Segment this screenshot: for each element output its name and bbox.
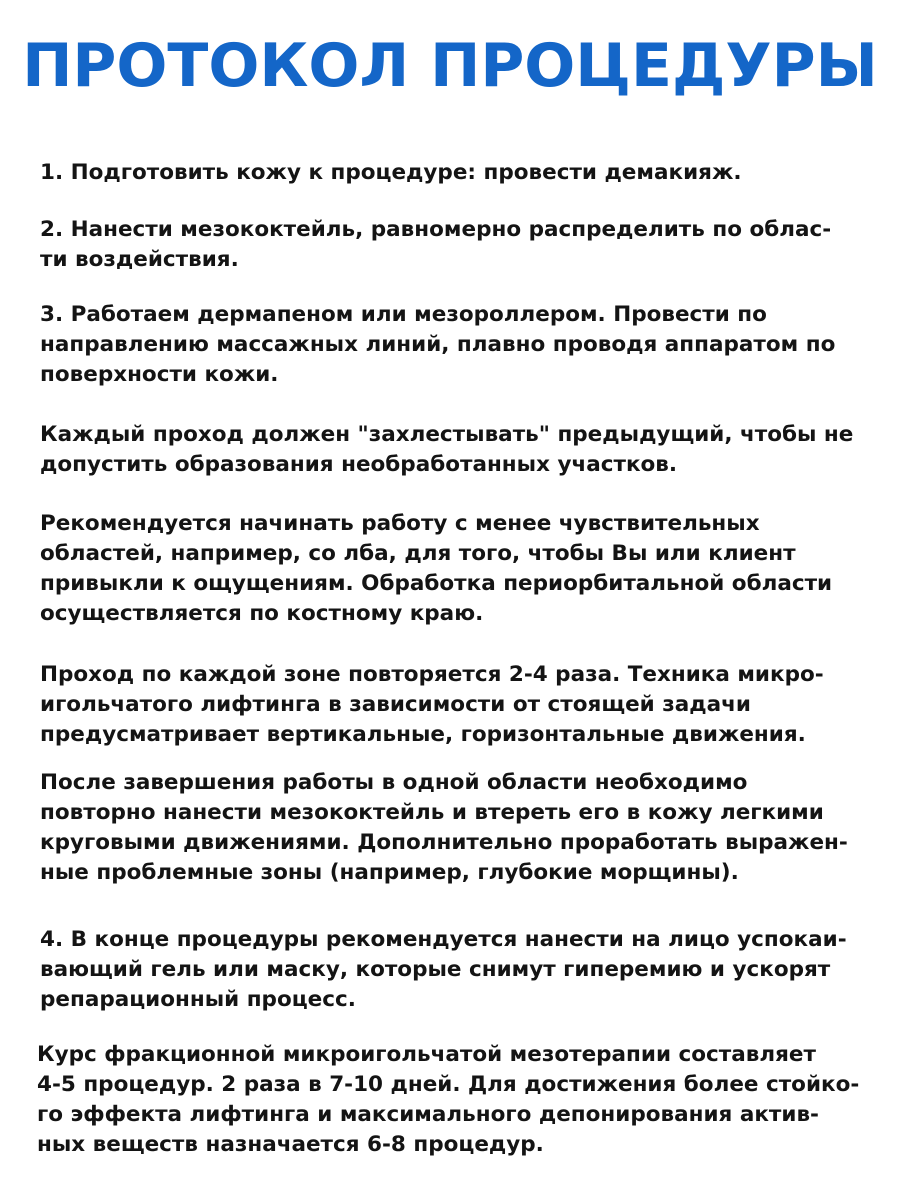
text-line: круговыми движениями. Дополнительно проработать выражен-	[40, 830, 848, 855]
text-line: привыкли к ощущениям. Обработка периорбитальной области	[40, 571, 833, 596]
text-line: поверхности кожи.	[40, 362, 279, 387]
after-area-paragraph	[40, 768, 848, 888]
text-line: Курс фракционной микроигольчатой мезотерапии составляет	[37, 1042, 816, 1067]
text-line: 1. Подготовить кожу к процедуре: провести демакияж.	[40, 160, 742, 185]
text-line: Проход по каждой зоне повторяется 2-4 раза. Техника микро-	[40, 662, 824, 687]
overlap-note-paragraph	[40, 420, 853, 480]
text-line: 4-5 процедур. 2 раза в 7-10 дней. Для достижения более стойко-	[37, 1072, 860, 1097]
text-line: Каждый проход должен "захлестывать" предыдущий, чтобы не	[40, 422, 854, 447]
text-line: предусматривает вертикальные, горизонтальные движения.	[40, 722, 806, 747]
text-line: игольчатого лифтинга в зависимости от стоящей задачи	[40, 692, 751, 717]
text-line: Рекомендуется начинать работу с менее чувствительных	[40, 511, 760, 536]
text-line: осуществляется по костному краю.	[40, 601, 484, 626]
text-line: ные проблемные зоны (например, глубокие морщины).	[40, 860, 739, 885]
text-line: После завершения работы в одной области необходимо	[40, 770, 748, 795]
passes-paragraph	[40, 660, 824, 750]
text-line: го эффекта лифтинга и максимального депонирования актив-	[37, 1102, 819, 1127]
text-line: областей, например, со лба, для того, чтобы Вы или клиент	[40, 541, 796, 566]
step-1-paragraph	[40, 158, 742, 188]
page-title: ПРОТОКОЛ ПРОЦЕДУРЫ	[22, 31, 878, 101]
text-line: 2. Нанести мезококтейль, равномерно распределить по облас-	[40, 217, 832, 242]
text-line: 3. Работаем дермапеном или мезороллером. Провести по	[40, 302, 767, 327]
text-line: ти воздействия.	[40, 247, 239, 272]
course-paragraph	[37, 1040, 859, 1160]
step-4-paragraph	[40, 925, 847, 1015]
text-line: ных веществ назначается 6-8 процедур.	[37, 1132, 544, 1157]
text-line: репарационный процесс.	[40, 987, 356, 1012]
text-line: повторно нанести мезококтейль и втереть его в кожу легкими	[40, 800, 824, 825]
text-line: вающий гель или маску, которые снимут гиперемию и ускорят	[40, 957, 831, 982]
text-line: 4. В конце процедуры рекомендуется нанести на лицо успокаи-	[40, 927, 847, 952]
text-line: направлению массажных линий, плавно проводя аппаратом по	[40, 332, 836, 357]
recommendation-paragraph	[40, 509, 832, 629]
text-line: допустить образования необработанных участков.	[40, 452, 678, 477]
step-3-paragraph	[40, 300, 835, 390]
step-2-paragraph	[40, 215, 831, 275]
